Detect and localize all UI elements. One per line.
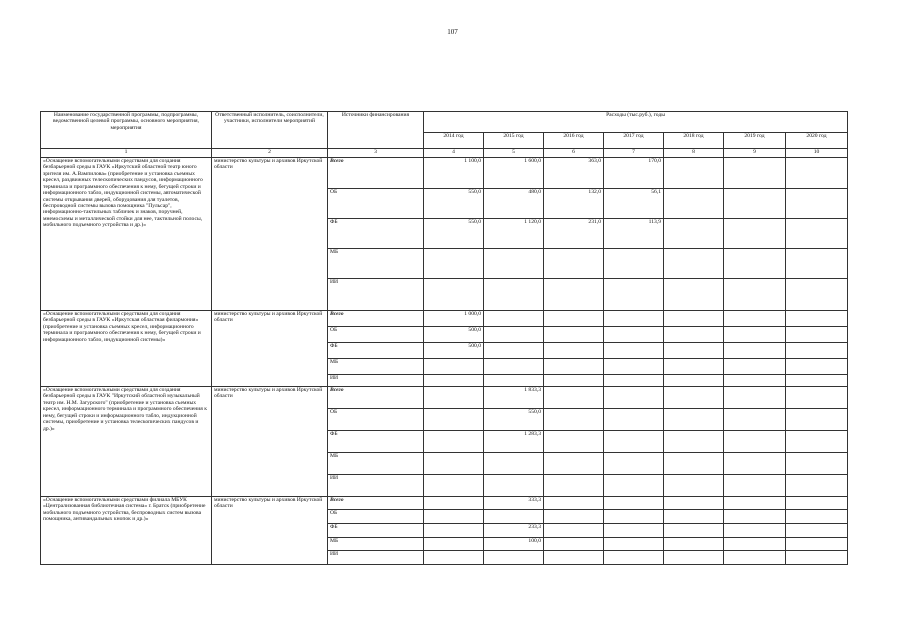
expense-value: 500,0 — [424, 343, 484, 359]
expense-value: 1 283,3 — [484, 431, 544, 453]
expense-value — [484, 343, 544, 359]
column-number: 6 — [544, 149, 604, 158]
expense-value — [664, 189, 724, 219]
expense-value: 233,3 — [484, 524, 544, 538]
funding-source: ИИ — [328, 551, 424, 565]
expense-value — [664, 409, 724, 431]
expense-value — [724, 497, 786, 510]
table-row — [41, 158, 848, 189]
expense-value — [424, 524, 484, 538]
expense-value: 480,0 — [484, 189, 544, 219]
expense-value — [604, 343, 664, 359]
funding-source: ОБ — [328, 409, 424, 431]
column-number: 8 — [664, 149, 724, 158]
page-number: 107 — [447, 28, 458, 36]
expense-value — [724, 279, 786, 311]
expense-value — [724, 375, 786, 387]
column-number: 4 — [424, 149, 484, 158]
funding-source: МБ — [328, 359, 424, 375]
responsible-executor: министерство культуры и архивов Иркутской области — [212, 387, 328, 497]
expense-value — [484, 327, 544, 343]
expense-value — [484, 510, 544, 524]
funding-source: Всего — [328, 158, 424, 189]
expense-value — [786, 387, 848, 409]
column-number: 3 — [328, 149, 424, 158]
expense-value — [544, 311, 604, 327]
expense-value — [664, 375, 724, 387]
column-number: 10 — [786, 149, 848, 158]
expense-value — [484, 359, 544, 375]
expense-value — [724, 538, 786, 551]
expense-value — [724, 387, 786, 409]
expense-value — [786, 431, 848, 453]
budget-table — [40, 111, 848, 565]
expense-value: 170,0 — [604, 158, 664, 189]
header-year: 2018 год — [664, 133, 724, 149]
expense-value — [544, 538, 604, 551]
expense-value — [604, 375, 664, 387]
expense-value — [424, 279, 484, 311]
column-numbers-row — [41, 149, 848, 158]
expense-value — [544, 359, 604, 375]
expense-value — [724, 343, 786, 359]
expense-value — [484, 249, 544, 279]
expense-value: 1 600,0 — [484, 158, 544, 189]
expense-value — [424, 375, 484, 387]
expense-value — [424, 510, 484, 524]
expense-value: 1 833,3 — [484, 387, 544, 409]
expense-value — [484, 453, 544, 475]
expense-value — [484, 279, 544, 311]
header-year: 2015 год — [484, 133, 544, 149]
column-number: 5 — [484, 149, 544, 158]
funding-source: Всего — [328, 311, 424, 327]
expense-value: 113,9 — [604, 219, 664, 249]
expense-value — [724, 409, 786, 431]
expense-value — [724, 524, 786, 538]
expense-value: 1 000,0 — [424, 311, 484, 327]
funding-source: ОБ — [328, 327, 424, 343]
expense-value — [544, 327, 604, 343]
expense-value — [604, 409, 664, 431]
expense-value — [786, 279, 848, 311]
expense-value — [604, 327, 664, 343]
column-number: 1 — [41, 149, 212, 158]
column-number: 2 — [212, 149, 328, 158]
expense-value — [724, 311, 786, 327]
expense-value — [544, 249, 604, 279]
expense-value — [544, 524, 604, 538]
expense-value — [484, 375, 544, 387]
funding-source: МБ — [328, 538, 424, 551]
expense-value — [664, 311, 724, 327]
expense-value — [724, 510, 786, 524]
expense-value — [786, 343, 848, 359]
expense-value — [786, 453, 848, 475]
expense-value — [724, 158, 786, 189]
expense-value — [424, 249, 484, 279]
expense-value — [664, 510, 724, 524]
expense-value: 333,3 — [484, 497, 544, 510]
expense-value — [544, 387, 604, 409]
header-year: 2019 год — [724, 133, 786, 149]
expense-value — [484, 475, 544, 497]
funding-source: ИИ — [328, 475, 424, 497]
header-program: Наименование государственной программы, подпрограммы, ведомственной целевой программы, основного мероприятия, мероприятия — [41, 112, 212, 149]
expense-value — [424, 409, 484, 431]
expense-value: 132,0 — [544, 189, 604, 219]
expense-value — [424, 497, 484, 510]
expense-value — [604, 453, 664, 475]
expense-value — [664, 453, 724, 475]
expense-value — [724, 475, 786, 497]
expense-value: 100,0 — [484, 538, 544, 551]
funding-source: ФБ — [328, 524, 424, 538]
expense-value — [604, 249, 664, 279]
expense-value — [786, 219, 848, 249]
expense-value — [604, 311, 664, 327]
responsible-executor: министерство культуры и архивов Иркутской области — [212, 497, 328, 565]
expense-value — [544, 279, 604, 311]
expense-value — [664, 343, 724, 359]
funding-source: МБ — [328, 453, 424, 475]
expense-value — [664, 431, 724, 453]
expense-value — [544, 497, 604, 510]
expense-value — [786, 497, 848, 510]
expense-value — [786, 538, 848, 551]
funding-source: ФБ — [328, 219, 424, 249]
expense-value — [484, 311, 544, 327]
funding-source: Всего — [328, 387, 424, 409]
expense-value — [724, 327, 786, 343]
expense-value — [484, 551, 544, 565]
table-row — [41, 311, 848, 327]
funding-source: Всего — [328, 497, 424, 510]
expense-value — [604, 279, 664, 311]
expense-value — [604, 387, 664, 409]
expense-value — [664, 475, 724, 497]
expense-value — [664, 158, 724, 189]
expense-value — [786, 551, 848, 565]
expense-value — [786, 475, 848, 497]
header-year: 2020 год — [786, 133, 848, 149]
expense-value: 500,0 — [424, 327, 484, 343]
header-year: 2014 год — [424, 133, 484, 149]
expense-value — [424, 551, 484, 565]
expense-value: 1 100,0 — [424, 158, 484, 189]
expense-value — [664, 551, 724, 565]
expense-value: 56,1 — [604, 189, 664, 219]
expense-value — [724, 189, 786, 219]
expense-value — [424, 359, 484, 375]
expense-value — [664, 387, 724, 409]
expense-value: 550,0 — [424, 219, 484, 249]
measure-description: «Оснащение вспомогательными средствами для создания безбарьерной среды в ГАУК "Иркутский областной музыкальный театр им. Н.М. Загурского" (приобретение и установка съемных кресел, информационного терминала и программного обеспечения к нему, бегущей строки и информационного табло, индукционной системы, приобретение и установка телескопических пандусов и др.)» — [41, 387, 212, 497]
funding-source: ФБ — [328, 343, 424, 359]
expense-value — [544, 409, 604, 431]
expense-value — [664, 524, 724, 538]
expense-value — [544, 453, 604, 475]
expense-value — [424, 475, 484, 497]
expense-value — [604, 551, 664, 565]
table-body — [41, 158, 848, 565]
expense-value — [604, 538, 664, 551]
expense-value — [786, 409, 848, 431]
header-year: 2017 год — [604, 133, 664, 149]
expense-value: 363,0 — [544, 158, 604, 189]
expense-value — [724, 249, 786, 279]
header-source: Источники финансирования — [328, 112, 424, 149]
table-row — [41, 387, 848, 409]
expense-value — [724, 453, 786, 475]
column-number: 7 — [604, 149, 664, 158]
expense-value — [604, 524, 664, 538]
expense-value — [664, 538, 724, 551]
responsible-executor: министерство культуры и архивов Иркутской области — [212, 311, 328, 387]
expense-value — [544, 510, 604, 524]
expense-value — [424, 538, 484, 551]
expense-value — [424, 431, 484, 453]
expense-value: 1 120,0 — [484, 219, 544, 249]
expense-value — [544, 431, 604, 453]
measure-description: «Оснащение вспомогательными средствами для создания безбарьерной среды в ГАУК «Иркутская областная филармония» (приобретение и установка съемных кресел, информационного терминала и программного обеспечения к нему, бегущей строки и информационного табло, индукционной системы)» — [41, 311, 212, 387]
expense-value — [724, 219, 786, 249]
expense-value — [724, 359, 786, 375]
expense-value — [664, 249, 724, 279]
expense-value — [424, 387, 484, 409]
expense-value — [604, 359, 664, 375]
funding-source: МБ — [328, 249, 424, 279]
column-number: 9 — [724, 149, 786, 158]
expense-value: 231,0 — [544, 219, 604, 249]
expense-value — [786, 510, 848, 524]
header-executor: Ответственный исполнитель, соисполнители, участники, исполнители мероприятий — [212, 112, 328, 149]
expense-value — [664, 359, 724, 375]
funding-source: ОБ — [328, 510, 424, 524]
expense-value: 550,0 — [424, 189, 484, 219]
expense-value: 550,0 — [484, 409, 544, 431]
expense-value — [544, 475, 604, 497]
expense-value — [786, 311, 848, 327]
expense-value — [724, 431, 786, 453]
expense-value — [664, 219, 724, 249]
expense-value — [786, 327, 848, 343]
funding-source: ФБ — [328, 431, 424, 453]
funding-source: ИИ — [328, 375, 424, 387]
expense-value — [544, 375, 604, 387]
expense-value — [544, 343, 604, 359]
header-year: 2016 год — [544, 133, 604, 149]
expense-value — [786, 359, 848, 375]
expense-value — [604, 431, 664, 453]
expense-value — [664, 279, 724, 311]
funding-source: ИИ — [328, 279, 424, 311]
expense-value — [664, 497, 724, 510]
expense-value — [724, 551, 786, 565]
expense-value — [604, 497, 664, 510]
expense-value — [786, 249, 848, 279]
responsible-executor: министерство культуры и архивов Иркутской области — [212, 158, 328, 311]
expense-value — [786, 189, 848, 219]
expense-value — [786, 524, 848, 538]
table-row — [41, 497, 848, 510]
funding-source: ОБ — [328, 189, 424, 219]
expense-value — [604, 475, 664, 497]
expense-value — [786, 375, 848, 387]
expense-value — [544, 551, 604, 565]
expense-value — [786, 158, 848, 189]
expense-value — [604, 510, 664, 524]
table-header — [41, 112, 848, 158]
expense-value — [424, 453, 484, 475]
header-expenses: Расходы (тыс.руб.), годы — [424, 112, 848, 133]
measure-description: «Оснащение вспомогательными средствами филиала МБУК «Централизованная библиотечная система» г. Братск (приобретение мобильного подъемного устройства, беспроводных систем вызова помощника, антивандальных кнопок и др.)» — [41, 497, 212, 565]
measure-description: «Оснащение вспомогательными средствами для создания безбарьерной среды в ГАУК «Иркутский областной театр юного зрителя им. А.Вампилова» (приобретение и установка съемных кресел, раздвижных телескопических пандусов, информационного терминала и программного обеспечения к нему, бегущей строки и информационного табло, индукционной системы, автоматической системы открывания дверей, оборудования для туалетов, беспроводной системы вызова помощника "Пульсар", информационно-тактильных табличек и знаков, поручней, мнемосхемы и металлической стойки для нее, тактильной полосы, мобильного подъемного устройства и др.)» — [41, 158, 212, 311]
expense-value — [664, 327, 724, 343]
